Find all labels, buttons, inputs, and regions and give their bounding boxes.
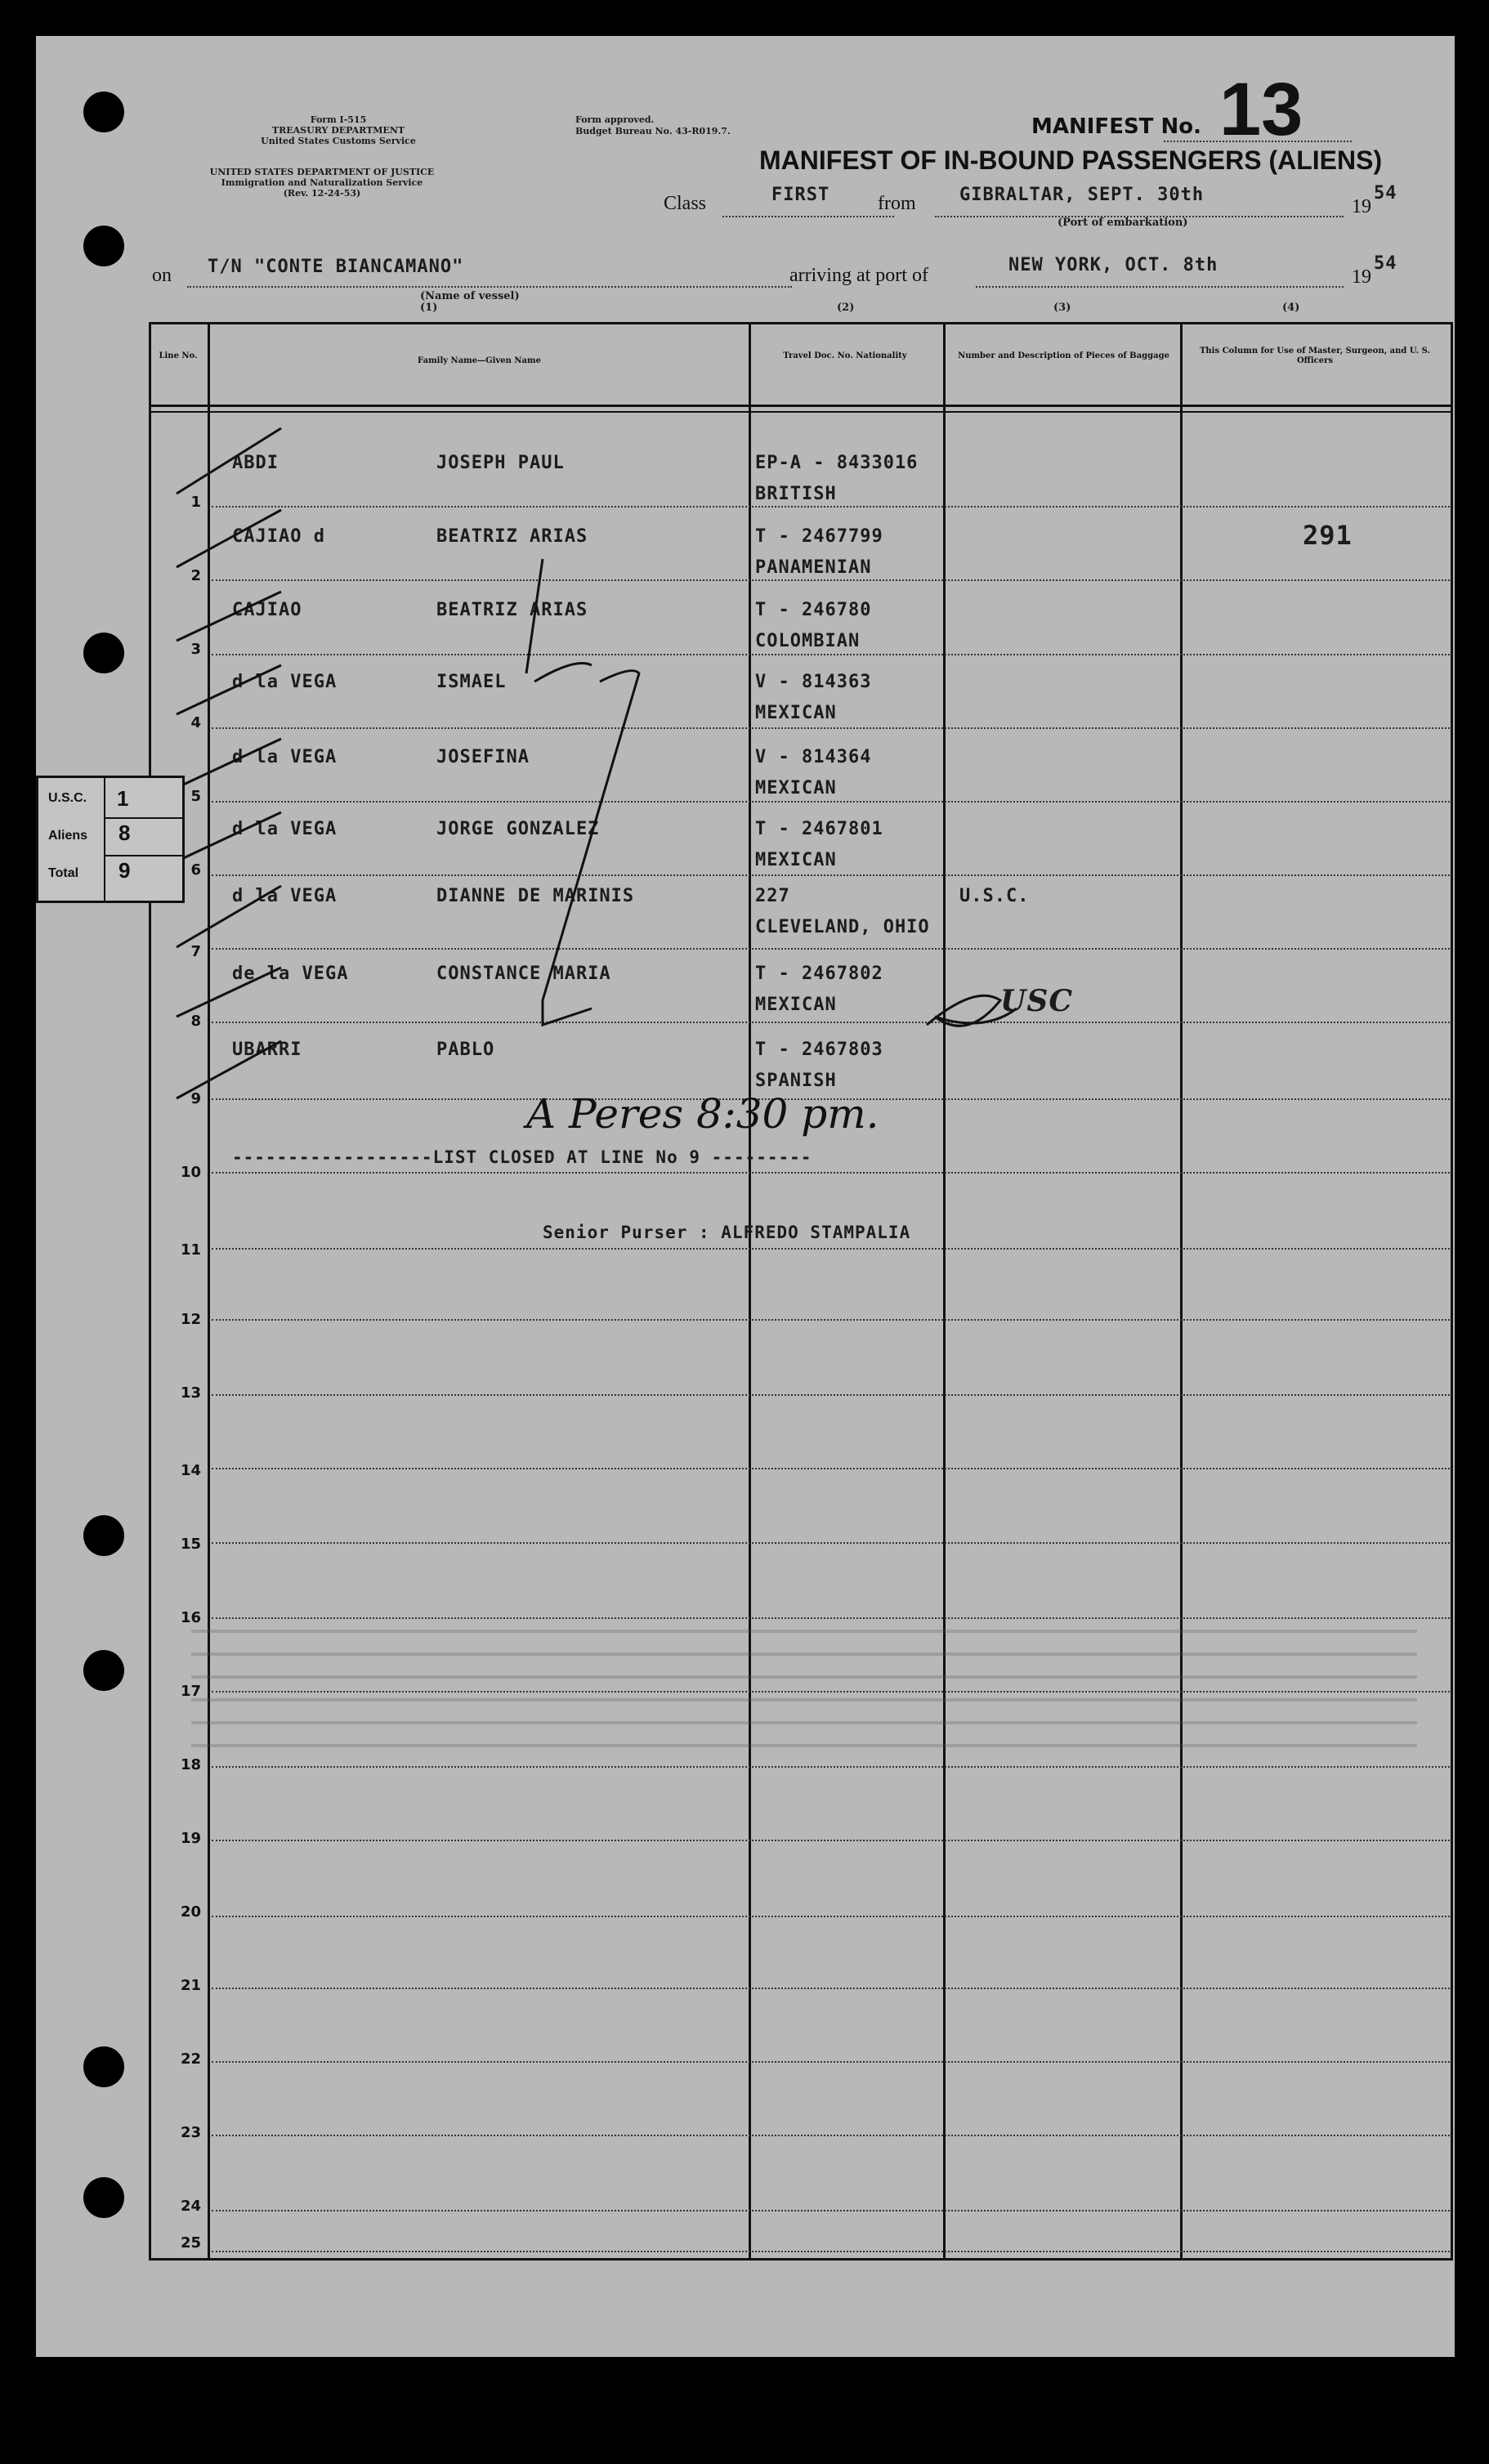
passenger-family: d la VEGA: [232, 747, 338, 767]
passenger-given: DIANNE DE MARINIS: [436, 886, 635, 906]
line-number: 7: [190, 943, 201, 960]
bleed-through: [191, 1613, 1417, 1850]
passenger-given: JOSEFINA: [436, 747, 530, 767]
passenger-doc: T - 2467802: [755, 964, 883, 984]
passenger-doc: T - 2467801: [755, 819, 883, 839]
passenger-family: CAJIAO: [232, 600, 302, 620]
arriving-value: NEW YORK, OCT. 8th: [1008, 255, 1218, 275]
line-number: 5: [190, 788, 201, 805]
line-number: 2: [190, 567, 201, 584]
col-num-3: (3): [1053, 302, 1071, 314]
ins-service: Immigration and Naturalization Service: [221, 177, 423, 188]
line-number: 17: [180, 1683, 201, 1700]
line-number: 15: [180, 1536, 201, 1553]
passenger-given: JOSEPH PAUL: [436, 453, 565, 473]
line-number: 20: [180, 1903, 201, 1921]
from-year-prefix: 19: [1352, 196, 1371, 217]
class-label: Class: [664, 193, 707, 214]
line-number: 4: [190, 714, 201, 731]
passenger-family: UBARRI: [232, 1040, 302, 1060]
passenger-nat: COLOMBIAN: [755, 631, 861, 651]
line-number: 9: [190, 1090, 201, 1107]
col-header-travel: Travel Doc. No. Nationality: [783, 351, 907, 360]
passenger-nat: SPANISH: [755, 1071, 837, 1091]
from-value: GIBRALTAR, SEPT. 30th: [959, 185, 1205, 205]
passenger-family: d la VEGA: [232, 819, 338, 839]
handwritten-signature: A Peres 8:30 pm.: [526, 1090, 879, 1138]
class-value: FIRST: [771, 185, 830, 205]
line-number: 19: [180, 1830, 201, 1847]
line-number: 25: [180, 2234, 201, 2252]
passenger-doc: V - 814364: [755, 747, 872, 767]
purser-line: Senior Purser : ALFREDO STAMPALIA: [543, 1223, 911, 1242]
justice-dept: UNITED STATES DEPARTMENT OF JUSTICE: [209, 167, 435, 177]
passenger-doc: 227: [755, 886, 790, 906]
line-number: 14: [180, 1462, 201, 1479]
passenger-family: ABDI: [232, 453, 279, 473]
line-number: 1: [190, 494, 201, 511]
passenger-family: CAJIAO d: [232, 526, 325, 547]
page-title: MANIFEST OF IN-BOUND PASSENGERS (ALIENS): [759, 145, 1383, 175]
passenger-doc: T - 2467799: [755, 526, 883, 547]
customs-service: United States Customs Service: [261, 136, 416, 146]
form-number: Form I-515: [310, 114, 367, 125]
form-rev: (Rev. 12-24-53): [283, 188, 361, 199]
line-number: 3: [190, 641, 201, 658]
line-number: 23: [180, 2124, 201, 2141]
line-number: 22: [180, 2050, 201, 2068]
passenger-given: PABLO: [436, 1040, 495, 1060]
passenger-family: d la VEGA: [232, 672, 338, 692]
tally-stamp: [36, 776, 185, 903]
passenger-given: CONSTANCE MARIA: [436, 964, 611, 984]
on-label: on: [152, 265, 172, 286]
form-approved: Form approved.: [575, 114, 655, 125]
passenger-nat: CLEVELAND, OHIO: [755, 917, 930, 937]
tally-usc-label: U.S.C.: [48, 791, 87, 805]
passenger-nat: MEXICAN: [755, 850, 837, 870]
line-number: 11: [180, 1241, 201, 1259]
tally-aliens-value: 8: [118, 821, 131, 845]
passenger-family: d la VEGA: [232, 886, 338, 906]
passenger-doc: T - 246780: [755, 600, 872, 620]
tally-usc-value: 1: [117, 786, 129, 811]
manifest-page: [36, 36, 1455, 2357]
line-number: 6: [190, 861, 201, 879]
passenger-nat: BRITISH: [755, 484, 837, 504]
col-num-4: (4): [1282, 302, 1300, 314]
line-number: 12: [180, 1311, 201, 1328]
line-number: 8: [190, 1013, 201, 1030]
passenger-bag: USC: [1000, 984, 1074, 1018]
vessel-caption: (Name of vessel): [420, 290, 520, 302]
passenger-nat: MEXICAN: [755, 995, 837, 1015]
passenger-given: BEATRIZ ARIAS: [436, 600, 588, 620]
col-num-1: (1): [420, 302, 438, 314]
passenger-bag: U.S.C.: [959, 886, 1030, 906]
passenger-given: BEATRIZ ARIAS: [436, 526, 588, 547]
passenger-nat: MEXICAN: [755, 778, 837, 798]
from-year: 54: [1374, 183, 1397, 203]
line-number: 21: [180, 1977, 201, 1994]
tally-aliens-label: Aliens: [48, 829, 88, 843]
passenger-nat: MEXICAN: [755, 703, 837, 723]
line-number: 13: [180, 1384, 201, 1402]
arriving-year-prefix: 19: [1352, 266, 1371, 288]
col-header-officers: This Column for Use of Master, Surgeon, and U. S. Officers: [1199, 347, 1431, 365]
passenger-nat: PANAMENIAN: [755, 557, 872, 578]
line-number: 18: [180, 1756, 201, 1773]
arriving-label: arriving at port of: [789, 265, 928, 286]
tally-total-label: Total: [48, 866, 79, 880]
from-label: from: [878, 193, 916, 214]
col-header-line: Line No.: [159, 351, 198, 360]
passenger-doc: EP-A - 8433016: [755, 453, 919, 473]
tally-total-value: 9: [118, 858, 131, 883]
budget-bureau: Budget Bureau No. 43-R019.7.: [575, 126, 731, 136]
manifest-number: 13: [1219, 68, 1303, 151]
line-number: 10: [180, 1164, 201, 1181]
port-embark-caption: (Port of embarkation): [1058, 217, 1188, 229]
passenger-officer: 291: [1303, 520, 1353, 551]
passenger-given: ISMAEL: [436, 672, 507, 692]
col-num-2: (2): [837, 302, 855, 314]
passenger-family: de la VEGA: [232, 964, 349, 984]
col-header-name: Family Name—Given Name: [418, 356, 541, 365]
line-number: 24: [180, 2198, 201, 2215]
manifest-no-label: MANIFEST No.: [1031, 114, 1201, 139]
list-closed-line: ------------------LIST CLOSED AT LINE No 9 ---------: [232, 1147, 812, 1167]
line-number: 16: [180, 1609, 201, 1626]
handwritten-marks: [36, 36, 1455, 2357]
passenger-doc: V - 814363: [755, 672, 872, 692]
passenger-doc: T - 2467803: [755, 1040, 883, 1060]
vessel-name: T/N "CONTE BIANCAMANO": [208, 257, 464, 277]
col-header-baggage: Number and Description of Pieces of Baggage: [958, 351, 1169, 360]
arriving-year: 54: [1374, 253, 1397, 274]
treasury-dept: TREASURY DEPARTMENT: [271, 125, 405, 136]
passenger-given: JORGE GONZALEZ: [436, 819, 600, 839]
